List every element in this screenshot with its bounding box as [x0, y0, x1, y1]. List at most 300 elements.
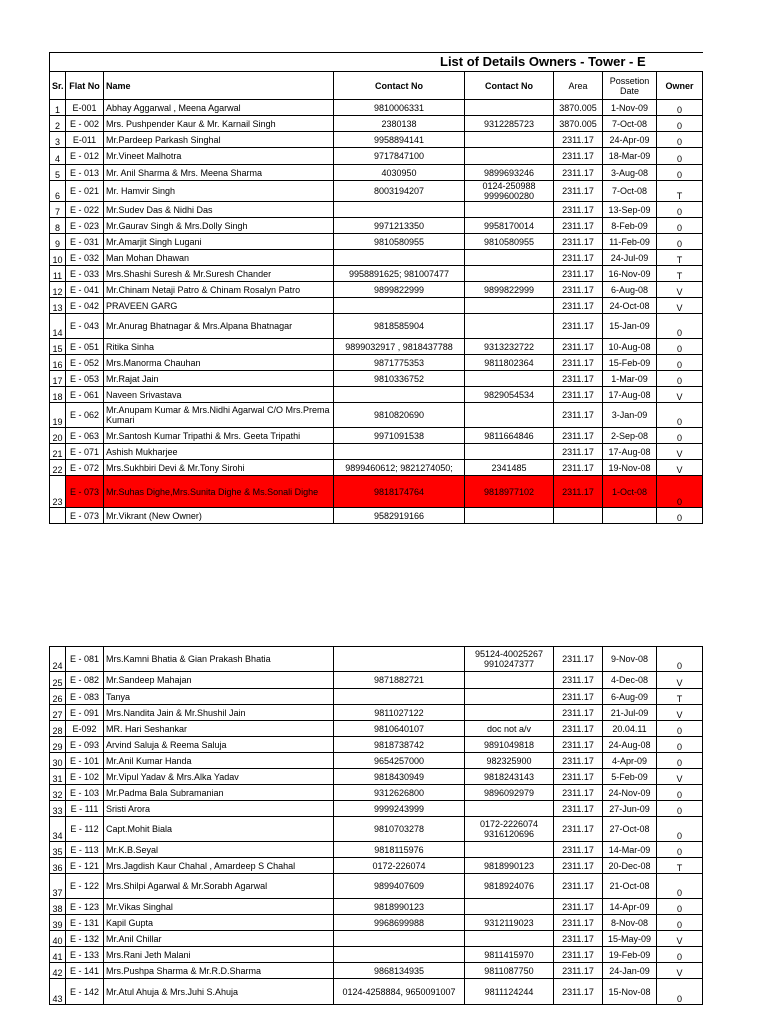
possession-date-cell: 8-Feb-09 — [603, 218, 657, 234]
sr-cell: 11 — [50, 266, 66, 282]
name-cell: Mr.Gaurav Singh & Mrs.Dolly Singh — [104, 218, 334, 234]
table-row — [50, 817, 703, 842]
header-contact-2: Contact No — [465, 72, 554, 100]
contact-1-cell: 9899822999 — [334, 282, 465, 298]
flat-no-cell: E - 133 — [66, 947, 104, 963]
sr-cell: 41 — [50, 947, 66, 963]
contact-1-cell: 9899032917 , 9818437788 — [334, 339, 465, 355]
header-contact-1: Contact No — [334, 72, 465, 100]
sr-cell: 40 — [50, 931, 66, 947]
flat-no-cell: E - 091 — [66, 705, 104, 721]
possession-date-cell: 15-May-09 — [603, 931, 657, 947]
name-cell: Mr.Anil Chillar — [104, 931, 334, 947]
sr-cell: 42 — [50, 963, 66, 979]
possession-date-cell — [603, 508, 657, 524]
flat-no-cell: E - 052 — [66, 355, 104, 371]
owner-cell: 0 — [657, 148, 703, 165]
owner-cell: 0 — [657, 842, 703, 858]
owner-cell: 0 — [657, 979, 703, 1005]
name-cell: Mrs.Nandita Jain & Mr.Shushil Jain — [104, 705, 334, 721]
area-cell: 2311.17 — [554, 915, 603, 931]
flat-no-cell: E - 041 — [66, 282, 104, 298]
owners-table-2 — [49, 646, 703, 1005]
possession-date-cell: 27-Oct-08 — [603, 817, 657, 842]
owner-cell: 0 — [657, 737, 703, 753]
contact-1-cell — [334, 947, 465, 963]
owner-cell: T — [657, 250, 703, 266]
contact-2-cell: doc not a/v — [465, 721, 554, 737]
area-cell: 2311.17 — [554, 858, 603, 874]
owner-cell: 0 — [657, 476, 703, 508]
contact-1-cell — [334, 298, 465, 314]
contact-2-cell: 9818924076 — [465, 874, 554, 899]
name-cell: Mr. Hamvir Singh — [104, 181, 334, 202]
table-row — [50, 250, 703, 266]
owner-cell: 0 — [657, 801, 703, 817]
table-row — [50, 947, 703, 963]
table-row — [50, 769, 703, 785]
table-row — [50, 801, 703, 817]
owner-cell: 0 — [657, 202, 703, 218]
contact-2-cell — [465, 403, 554, 428]
sr-cell: 4 — [50, 148, 66, 165]
contact-2-cell: 9958170014 — [465, 218, 554, 234]
contact-2-cell: 0172-2226074 9316120696 — [465, 817, 554, 842]
page-title: List of Details Owners - Tower - E — [50, 53, 703, 72]
table-row — [50, 647, 703, 672]
flat-no-cell: E - 051 — [66, 339, 104, 355]
area-cell: 2311.17 — [554, 817, 603, 842]
flat-no-cell: E - 141 — [66, 963, 104, 979]
flat-no-cell: E - 122 — [66, 874, 104, 899]
contact-1-cell: 8003194207 — [334, 181, 465, 202]
possession-date-cell: 20-Dec-08 — [603, 858, 657, 874]
table-row — [50, 403, 703, 428]
name-cell: Abhay Aggarwal , Meena Agarwal — [104, 100, 334, 116]
flat-no-cell: E - 071 — [66, 444, 104, 460]
table-row — [50, 234, 703, 250]
contact-2-cell: 0124-250988 9999600280 — [465, 181, 554, 202]
owner-cell: V — [657, 387, 703, 403]
possession-date-cell: 9-Nov-08 — [603, 647, 657, 672]
sr-cell: 20 — [50, 428, 66, 444]
sr-cell: 23 — [50, 476, 66, 508]
area-cell: 2311.17 — [554, 705, 603, 721]
name-cell: Mr.Vikas Singhal — [104, 899, 334, 915]
area-cell — [554, 508, 603, 524]
sr-cell: 17 — [50, 371, 66, 387]
possession-date-cell: 19-Nov-08 — [603, 460, 657, 476]
owner-cell: 0 — [657, 947, 703, 963]
name-cell: Mr.Padma Bala Subramanian — [104, 785, 334, 801]
name-cell: Mr.Vikrant (New Owner) — [104, 508, 334, 524]
owner-cell: 0 — [657, 915, 703, 931]
contact-2-cell — [465, 508, 554, 524]
possession-date-cell: 16-Nov-09 — [603, 266, 657, 282]
table-row — [50, 148, 703, 165]
sr-cell: 26 — [50, 689, 66, 705]
area-cell: 3870.005 — [554, 116, 603, 132]
area-cell: 2311.17 — [554, 874, 603, 899]
sr-cell: 31 — [50, 769, 66, 785]
owner-cell: 0 — [657, 753, 703, 769]
contact-1-cell: 9810336752 — [334, 371, 465, 387]
contact-1-cell: 2380138 — [334, 116, 465, 132]
area-cell: 2311.17 — [554, 842, 603, 858]
owner-cell: T — [657, 266, 703, 282]
owner-cell: 0 — [657, 817, 703, 842]
contact-2-cell: 9811124244 — [465, 979, 554, 1005]
contact-2-cell — [465, 298, 554, 314]
contact-1-cell: 9899407609 — [334, 874, 465, 899]
possession-date-cell: 24-Nov-09 — [603, 785, 657, 801]
flat-no-cell: E - 022 — [66, 202, 104, 218]
table-row — [50, 705, 703, 721]
table-row — [50, 355, 703, 371]
name-cell: Mr.Vineet Malhotra — [104, 148, 334, 165]
name-cell: Sristi Arora — [104, 801, 334, 817]
name-cell: Mr.Anupam Kumar & Mrs.Nidhi Agarwal C/O Mrs.Prema Kumari — [104, 403, 334, 428]
possession-date-cell: 6-Aug-09 — [603, 689, 657, 705]
contact-1-cell — [334, 250, 465, 266]
contact-1-cell: 9810580955 — [334, 234, 465, 250]
area-cell: 2311.17 — [554, 387, 603, 403]
sr-cell: 19 — [50, 403, 66, 428]
contact-1-cell: 9818738742 — [334, 737, 465, 753]
name-cell: Mrs.Rani Jeth Malani — [104, 947, 334, 963]
contact-1-cell: 9811027122 — [334, 705, 465, 721]
contact-2-cell — [465, 371, 554, 387]
contact-2-cell: 9811415970 — [465, 947, 554, 963]
name-cell: Mrs.Jagdish Kaur Chahal , Amardeep S Chahal — [104, 858, 334, 874]
sr-cell: 2 — [50, 116, 66, 132]
contact-1-cell — [334, 689, 465, 705]
possession-date-cell: 10-Aug-08 — [603, 339, 657, 355]
contact-2-cell: 9312285723 — [465, 116, 554, 132]
contact-2-cell: 9891049818 — [465, 737, 554, 753]
flat-no-cell: E - 063 — [66, 428, 104, 444]
table-row — [50, 672, 703, 689]
owner-cell: V — [657, 460, 703, 476]
possession-date-cell: 2-Sep-08 — [603, 428, 657, 444]
contact-1-cell: 9871775353 — [334, 355, 465, 371]
contact-1-cell: 9868134935 — [334, 963, 465, 979]
flat-no-cell: E - 031 — [66, 234, 104, 250]
possession-date-cell: 18-Mar-09 — [603, 148, 657, 165]
contact-2-cell — [465, 705, 554, 721]
possession-date-cell: 24-Aug-08 — [603, 737, 657, 753]
contact-1-cell: 9968699988 — [334, 915, 465, 931]
possession-date-cell: 4-Apr-09 — [603, 753, 657, 769]
contact-1-cell: 9818430949 — [334, 769, 465, 785]
flat-no-cell: E - 121 — [66, 858, 104, 874]
area-cell: 2311.17 — [554, 250, 603, 266]
owner-cell: 0 — [657, 218, 703, 234]
possession-date-cell: 15-Jan-09 — [603, 314, 657, 339]
name-cell: Arvind Saluja & Reema Saluja — [104, 737, 334, 753]
owner-cell: 0 — [657, 721, 703, 737]
contact-1-cell: 9818174764 — [334, 476, 465, 508]
name-cell: Mr.Amarjit Singh Lugani — [104, 234, 334, 250]
possession-date-cell: 27-Jun-09 — [603, 801, 657, 817]
area-cell: 2311.17 — [554, 647, 603, 672]
area-cell: 2311.17 — [554, 737, 603, 753]
sr-cell: 15 — [50, 339, 66, 355]
area-cell: 2311.17 — [554, 266, 603, 282]
name-cell: Mr.Sandeep Mahajan — [104, 672, 334, 689]
table-row — [50, 282, 703, 298]
flat-no-cell: E - 083 — [66, 689, 104, 705]
table-row — [50, 132, 703, 148]
contact-2-cell: 9818977102 — [465, 476, 554, 508]
sr-cell: 43 — [50, 979, 66, 1005]
owner-cell: T — [657, 689, 703, 705]
table-row — [50, 476, 703, 508]
sr-cell: 1 — [50, 100, 66, 116]
sr-cell: 24 — [50, 647, 66, 672]
owner-cell: 0 — [657, 371, 703, 387]
possession-date-cell: 15-Feb-09 — [603, 355, 657, 371]
sr-cell: 18 — [50, 387, 66, 403]
table-row — [50, 721, 703, 737]
contact-1-cell: 9958891625; 981007477 — [334, 266, 465, 282]
flat-no-cell: E - 082 — [66, 672, 104, 689]
table-row — [50, 387, 703, 403]
name-cell: Mr.K.B.Seyal — [104, 842, 334, 858]
table-row — [50, 116, 703, 132]
contact-1-cell: 9818990123 — [334, 899, 465, 915]
sr-cell: 29 — [50, 737, 66, 753]
flat-no-cell: E - 061 — [66, 387, 104, 403]
contact-2-cell: 9811087750 — [465, 963, 554, 979]
sr-cell — [50, 508, 66, 524]
area-cell: 2311.17 — [554, 132, 603, 148]
owner-cell: 0 — [657, 899, 703, 915]
owner-cell: V — [657, 298, 703, 314]
name-cell: Mr.Pardeep Parkash Singhal — [104, 132, 334, 148]
area-cell: 2311.17 — [554, 899, 603, 915]
area-cell: 2311.17 — [554, 218, 603, 234]
sr-cell: 10 — [50, 250, 66, 266]
area-cell: 3870.005 — [554, 100, 603, 116]
area-cell: 2311.17 — [554, 476, 603, 508]
possession-date-cell: 1-Oct-08 — [603, 476, 657, 508]
sr-cell: 7 — [50, 202, 66, 218]
sr-cell: 13 — [50, 298, 66, 314]
possession-date-cell: 5-Feb-09 — [603, 769, 657, 785]
possession-date-cell: 15-Nov-08 — [603, 979, 657, 1005]
sr-cell: 27 — [50, 705, 66, 721]
contact-2-cell — [465, 931, 554, 947]
table-row — [50, 165, 703, 181]
contact-1-cell — [334, 647, 465, 672]
name-cell: Mrs.Sukhbiri Devi & Mr.Tony Sirohi — [104, 460, 334, 476]
area-cell: 2311.17 — [554, 460, 603, 476]
possession-date-cell: 24-Apr-09 — [603, 132, 657, 148]
contact-1-cell: 9312626800 — [334, 785, 465, 801]
owner-cell: 0 — [657, 339, 703, 355]
contact-1-cell: 9810640107 — [334, 721, 465, 737]
table-row — [50, 785, 703, 801]
sr-cell: 12 — [50, 282, 66, 298]
flat-no-cell: E - 053 — [66, 371, 104, 387]
flat-no-cell: E - 033 — [66, 266, 104, 282]
contact-2-cell: 9811802364 — [465, 355, 554, 371]
flat-no-cell: E - 101 — [66, 753, 104, 769]
contact-2-cell: 982325900 — [465, 753, 554, 769]
contact-1-cell: 0124-4258884, 9650091007 — [334, 979, 465, 1005]
contact-2-cell — [465, 842, 554, 858]
area-cell: 2311.17 — [554, 355, 603, 371]
contact-1-cell: 9958894141 — [334, 132, 465, 148]
possession-date-cell: 17-Aug-08 — [603, 387, 657, 403]
sr-cell: 16 — [50, 355, 66, 371]
owner-cell: 0 — [657, 314, 703, 339]
area-cell: 2311.17 — [554, 769, 603, 785]
contact-1-cell — [334, 387, 465, 403]
owner-cell: 0 — [657, 100, 703, 116]
sr-cell: 14 — [50, 314, 66, 339]
possession-date-cell: 24-Jul-09 — [603, 250, 657, 266]
contact-2-cell: 9312119023 — [465, 915, 554, 931]
table-row — [50, 202, 703, 218]
owner-cell: V — [657, 931, 703, 947]
contact-2-cell — [465, 202, 554, 218]
table-row — [50, 874, 703, 899]
area-cell: 2311.17 — [554, 689, 603, 705]
table-row — [50, 858, 703, 874]
possession-date-cell: 19-Feb-09 — [603, 947, 657, 963]
contact-2-cell: 9818243143 — [465, 769, 554, 785]
header-name: Name — [104, 72, 334, 100]
flat-no-cell: E - 081 — [66, 647, 104, 672]
contact-1-cell: 9818585904 — [334, 314, 465, 339]
owner-cell: 0 — [657, 508, 703, 524]
area-cell: 2311.17 — [554, 672, 603, 689]
contact-1-cell: 0172-226074 — [334, 858, 465, 874]
table-row — [50, 899, 703, 915]
contact-1-cell: 9810703278 — [334, 817, 465, 842]
name-cell: Mrs. Pushpender Kaur & Mr. Karnail Singh — [104, 116, 334, 132]
contact-2-cell — [465, 266, 554, 282]
contact-2-cell — [465, 250, 554, 266]
sr-cell: 21 — [50, 444, 66, 460]
name-cell: Kapil Gupta — [104, 915, 334, 931]
possession-date-cell: 4-Dec-08 — [603, 672, 657, 689]
name-cell: Man Mohan Dhawan — [104, 250, 334, 266]
name-cell: MR. Hari Seshankar — [104, 721, 334, 737]
owner-cell: 0 — [657, 428, 703, 444]
possession-date-cell: 7-Oct-08 — [603, 116, 657, 132]
table-row — [50, 460, 703, 476]
owner-cell: V — [657, 705, 703, 721]
contact-1-cell: 9582919166 — [334, 508, 465, 524]
possession-date-cell: 13-Sep-09 — [603, 202, 657, 218]
flat-no-cell: E - 112 — [66, 817, 104, 842]
name-cell: Mr.Vipul Yadav & Mrs.Alka Yadav — [104, 769, 334, 785]
flat-no-cell: E-011 — [66, 132, 104, 148]
contact-1-cell — [334, 931, 465, 947]
area-cell: 2311.17 — [554, 931, 603, 947]
flat-no-cell: E - 062 — [66, 403, 104, 428]
sr-cell: 22 — [50, 460, 66, 476]
area-cell: 2311.17 — [554, 947, 603, 963]
table-row — [50, 339, 703, 355]
table-row — [50, 218, 703, 234]
contact-2-cell — [465, 672, 554, 689]
area-cell: 2311.17 — [554, 753, 603, 769]
name-cell: Mr.Chinam Netaji Patro & Chinam Rosalyn Patro — [104, 282, 334, 298]
area-cell: 2311.17 — [554, 234, 603, 250]
flat-no-cell: E - 021 — [66, 181, 104, 202]
flat-no-cell: E - 102 — [66, 769, 104, 785]
header-sr: Sr. — [50, 72, 66, 100]
flat-no-cell: E - 023 — [66, 218, 104, 234]
area-cell: 2311.17 — [554, 282, 603, 298]
table-row — [50, 979, 703, 1005]
contact-2-cell — [465, 132, 554, 148]
sr-cell: 25 — [50, 672, 66, 689]
owner-cell: 0 — [657, 403, 703, 428]
owner-cell: 0 — [657, 647, 703, 672]
flat-no-cell: E - 042 — [66, 298, 104, 314]
table-row — [50, 314, 703, 339]
name-cell: Mrs.Shashi Suresh & Mr.Suresh Chander — [104, 266, 334, 282]
owner-cell: 0 — [657, 234, 703, 250]
sr-cell: 38 — [50, 899, 66, 915]
area-cell: 2311.17 — [554, 428, 603, 444]
owner-cell: T — [657, 858, 703, 874]
area-cell: 2311.17 — [554, 403, 603, 428]
flat-no-cell: E - 012 — [66, 148, 104, 165]
sr-cell: 39 — [50, 915, 66, 931]
name-cell: Mr.Atul Ahuja & Mrs.Juhi S.Ahuja — [104, 979, 334, 1005]
name-cell: Ritika Sinha — [104, 339, 334, 355]
table-row — [50, 508, 703, 524]
flat-no-cell: E - 002 — [66, 116, 104, 132]
sr-cell: 34 — [50, 817, 66, 842]
name-cell: Mrs.Manorma Chauhan — [104, 355, 334, 371]
contact-1-cell: 9971213350 — [334, 218, 465, 234]
sr-cell: 3 — [50, 132, 66, 148]
contact-1-cell: 9871882721 — [334, 672, 465, 689]
name-cell: Tanya — [104, 689, 334, 705]
area-cell: 2311.17 — [554, 314, 603, 339]
table-row — [50, 753, 703, 769]
name-cell: Ashish Mukharjee — [104, 444, 334, 460]
contact-1-cell: 9810006331 — [334, 100, 465, 116]
owner-cell: 0 — [657, 116, 703, 132]
name-cell: Mrs.Kamni Bhatia & Gian Prakash Bhatia — [104, 647, 334, 672]
name-cell: Mrs.Pushpa Sharma & Mr.R.D.Sharma — [104, 963, 334, 979]
sr-cell: 33 — [50, 801, 66, 817]
possession-date-cell: 17-Aug-08 — [603, 444, 657, 460]
name-cell: Mr.Sudev Das & Nidhi Das — [104, 202, 334, 218]
owner-cell: V — [657, 672, 703, 689]
flat-no-cell: E - 131 — [66, 915, 104, 931]
contact-1-cell: 9654257000 — [334, 753, 465, 769]
area-cell: 2311.17 — [554, 165, 603, 181]
contact-1-cell: 9717847100 — [334, 148, 465, 165]
owner-cell: 0 — [657, 132, 703, 148]
contact-1-cell: 9810820690 — [334, 403, 465, 428]
sr-cell: 37 — [50, 874, 66, 899]
name-cell: Naveen Srivastava — [104, 387, 334, 403]
contact-2-cell: 9313232722 — [465, 339, 554, 355]
contact-2-cell — [465, 801, 554, 817]
sr-cell: 35 — [50, 842, 66, 858]
header-possession-date: Possetion Date — [603, 72, 657, 100]
